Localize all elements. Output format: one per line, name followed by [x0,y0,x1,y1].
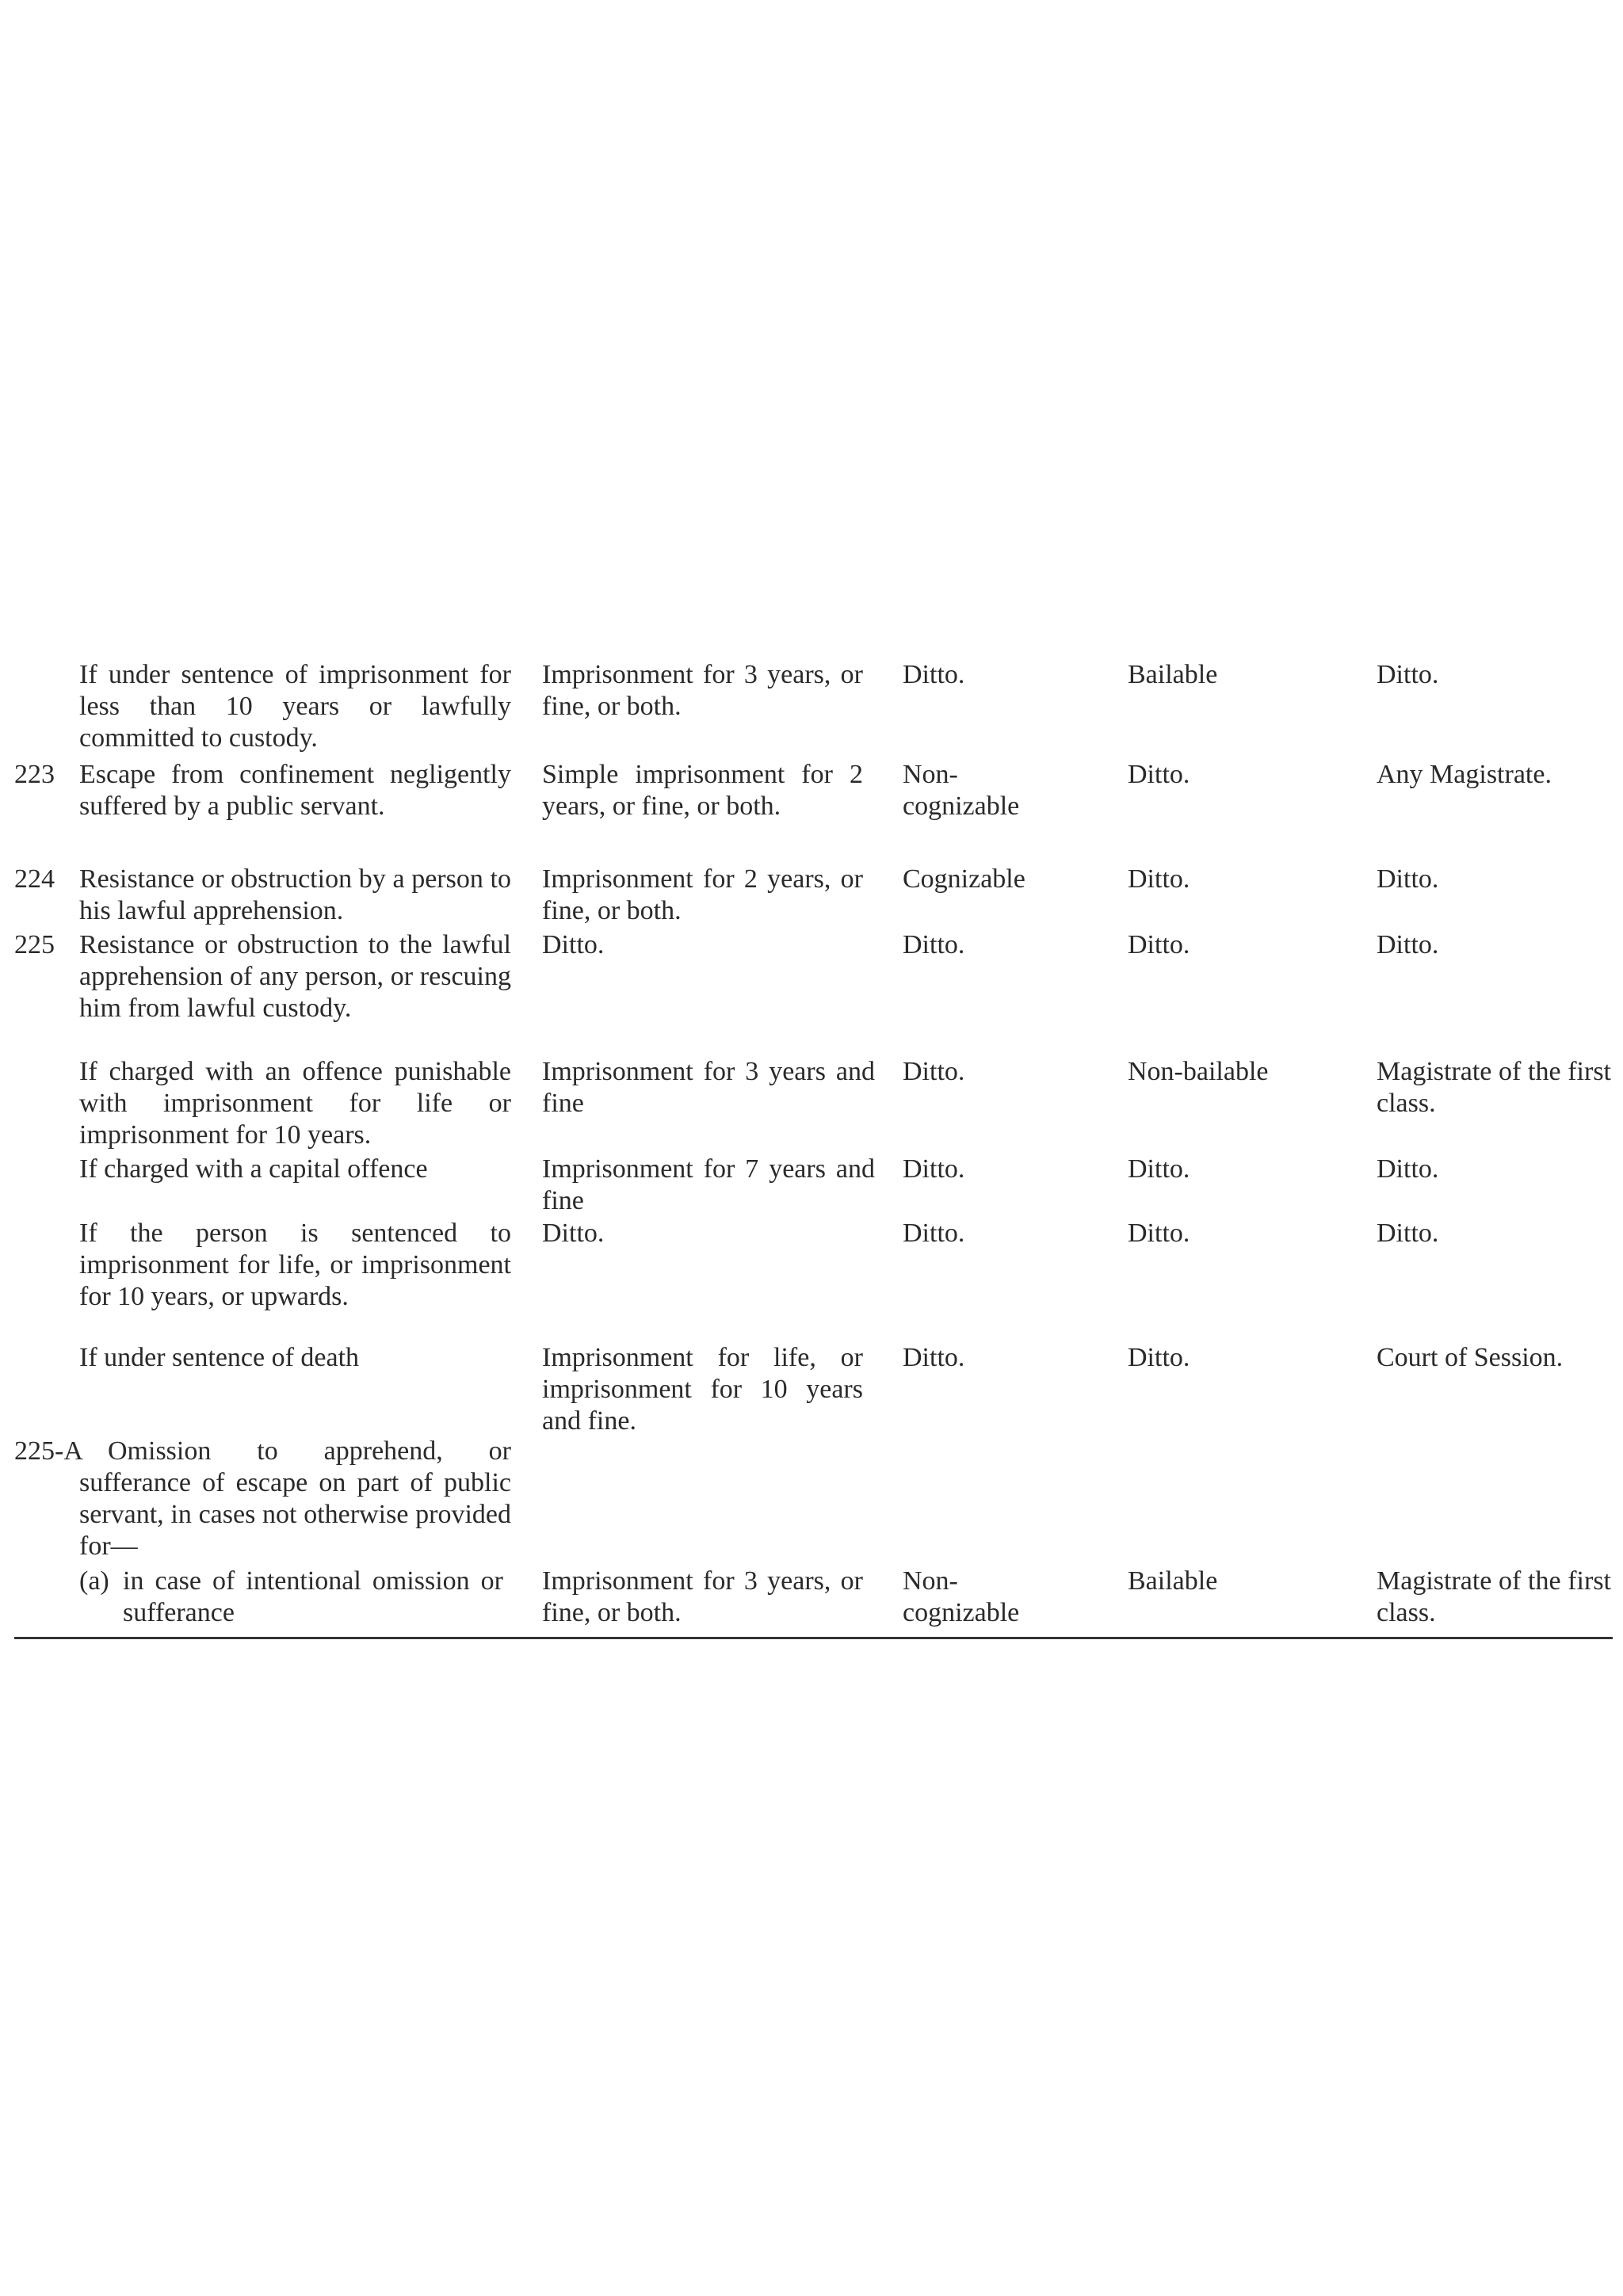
punishment-cell: Imprisonment for 3 years and fine [542,1057,875,1118]
section-number: 224 [14,864,55,894]
cognizable-cell: Non-cognizable [903,760,1020,821]
offence-description: Resistance or obstruction to the lawful apprehension of any person, or rescuing him from lawful custody. [79,930,511,1023]
court-cell: Magistrate of the first class. [1377,1566,1611,1627]
bailable-cell: Ditto. [1128,864,1190,894]
bailable-cell: Bailable [1128,660,1218,689]
court-cell: Court of Session. [1377,1343,1564,1372]
punishment-cell: Simple imprisonment for 2 years, or fine, or both. [542,760,863,821]
court-cell: Ditto. [1377,864,1439,894]
section-number: 223 [14,760,55,789]
court-cell: Ditto. [1377,930,1439,959]
court-cell: Ditto. [1377,1154,1439,1184]
cognizable-cell: Ditto. [903,660,965,689]
offence-description: If the person is sentenced to imprisonment for life, or imprisonment for 10 years, or upwards. [79,1219,511,1311]
clause-text: in case of intentional omission or sufferance [123,1566,503,1627]
offence-description [79,1566,511,1629]
cognizable-cell: Ditto. [903,930,965,959]
bailable-cell: Non-bailable [1128,1057,1269,1086]
clause-label: (a) [79,1566,109,1596]
offence-description: Omission to apprehend, or sufferance of escape on part of public servant, in cases not otherwise provided for— [79,1436,511,1561]
section-number: 225-A [14,1436,83,1466]
punishment-cell: Imprisonment for 3 years, or fine, or both. [542,1566,863,1627]
bailable-cell: Ditto. [1128,1154,1190,1184]
offence-description: Resistance or obstruction by a person to his lawful apprehension. [79,864,511,925]
punishment-cell: Imprisonment for 7 years and fine [542,1154,875,1215]
bailable-cell: Ditto. [1128,930,1190,959]
cognizable-cell: Ditto. [903,1057,965,1086]
court-cell: Magistrate of the first class. [1377,1057,1611,1118]
punishment-cell: Ditto. [542,1219,605,1248]
bailable-cell: Ditto. [1128,1219,1190,1248]
table-bottom-rule [14,1637,1613,1639]
cognizable-cell: Non-cognizable [903,1566,1020,1627]
section-number: 225 [14,930,55,959]
punishment-cell: Imprisonment for 3 years, or fine, or both. [542,660,863,721]
bailable-cell: Bailable [1128,1566,1218,1596]
cognizable-cell: Ditto. [903,1154,965,1184]
punishment-cell: Ditto. [542,930,605,959]
offence-description: If charged with a capital offence [79,1154,428,1184]
bailable-cell: Ditto. [1128,1343,1190,1372]
offence-description: If charged with an offence punishable with imprisonment for life or imprisonment for 10 years. [79,1057,511,1150]
bailable-cell: Ditto. [1128,760,1190,789]
offence-description: If under sentence of death [79,1343,360,1372]
court-cell: Ditto. [1377,1219,1439,1248]
punishment-cell: Imprisonment for life, or imprisonment for 10 years and fine. [542,1343,863,1436]
cognizable-cell: Ditto. [903,1343,965,1372]
court-cell: Any Magistrate. [1377,760,1552,789]
offence-description: Escape from confinement negligently suffered by a public servant. [79,760,511,821]
offence-description: If under sentence of imprisonment for less than 10 years or lawfully committed to custody. [79,660,511,753]
cognizable-cell: Cognizable [903,864,1025,894]
cognizable-cell: Ditto. [903,1219,965,1248]
punishment-cell: Imprisonment for 2 years, or fine, or both. [542,864,863,925]
court-cell: Ditto. [1377,660,1439,689]
